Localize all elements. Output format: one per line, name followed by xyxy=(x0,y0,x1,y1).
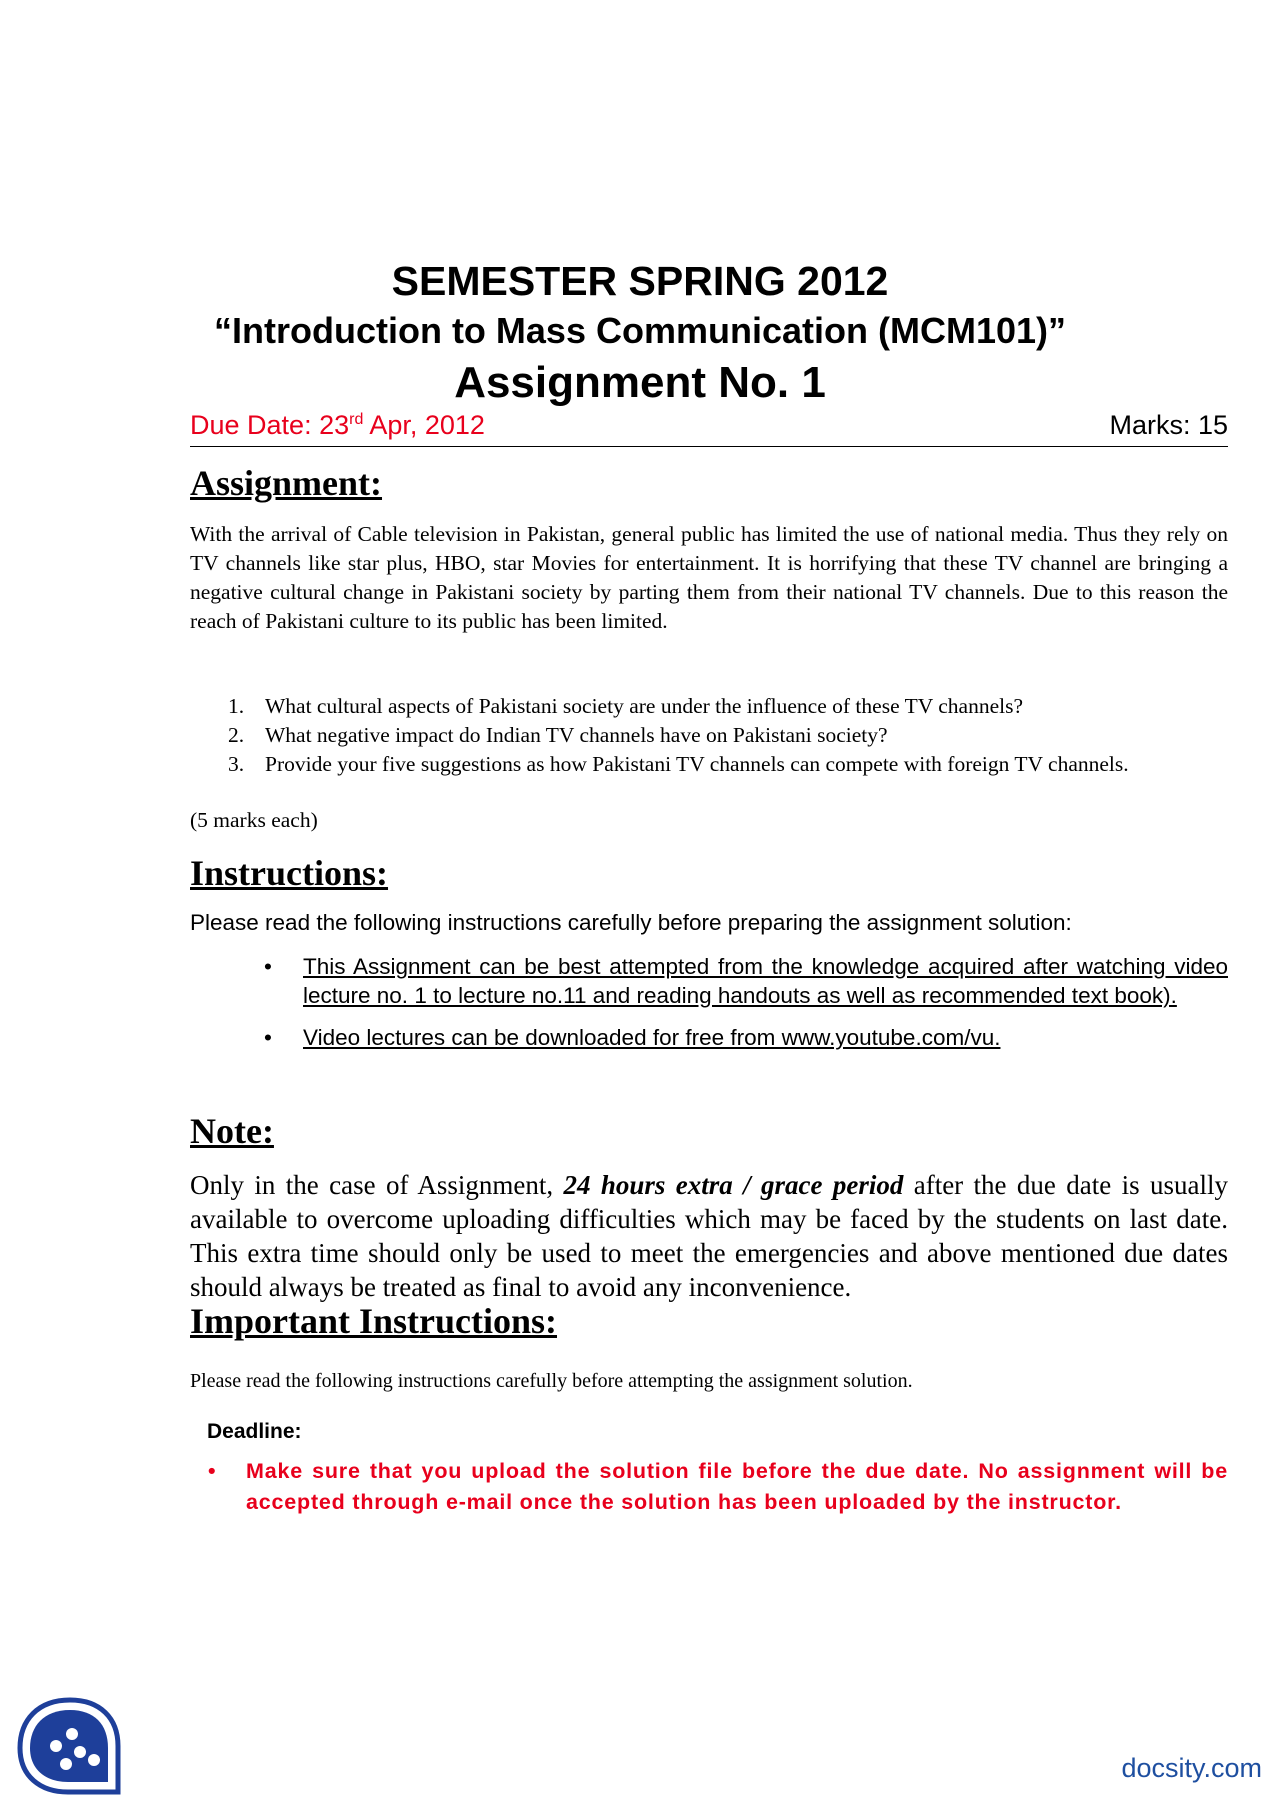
list-item: • Make sure that you upload the solution file before the due date. No assignment will be accepted through e-mail once the solution has been uploaded by the instructor. xyxy=(190,1456,1228,1518)
important-intro: Please read the following instructions carefully before attempting the assignment solution. xyxy=(190,1370,913,1392)
list-item: 2. What negative impact do Indian TV channels have on Pakistani society? xyxy=(228,723,888,747)
assignment-number: Assignment No. 1 xyxy=(454,358,826,407)
due-date-row xyxy=(190,410,1228,447)
assignment-heading: Assignment: xyxy=(190,463,383,503)
instructions-intro: Please read the following instructions carefully before preparing the assignment solution: xyxy=(190,910,1072,935)
total-marks: Marks: 15 xyxy=(1109,410,1228,440)
course-title: “Introduction to Mass Communication (MCM101)” xyxy=(213,310,1066,351)
important-instructions-heading: Important Instructions: xyxy=(190,1301,558,1341)
docsity-watermark[interactable]: docsity.com xyxy=(1121,1753,1262,1783)
deadline-label: Deadline: xyxy=(207,1420,302,1443)
instructions-list xyxy=(190,952,1228,1065)
deadline-list xyxy=(190,1456,1228,1518)
docsity-logo-icon xyxy=(14,1694,126,1798)
list-item: 3. Provide your five suggestions as how Pakistani TV channels can compete with foreign TV channels. xyxy=(228,752,1129,776)
bullet-icon: • xyxy=(264,1025,272,1050)
note-paragraph: Only in the case of Assignment, 24 hours extra / grace period after the due date is usually available to overcome uploading difficulties which may be faced by the students on last date. This extra time should only be used to meet the emergencies and above mentioned due dates should always be treated as final to avoid any inconvenience. xyxy=(190,1170,1228,1302)
semester-title: SEMESTER SPRING 2012 xyxy=(391,258,889,304)
grace-period-emphasis: 24 hours extra / grace period xyxy=(563,1170,904,1200)
due-date: Due Date: 23rd Apr, 2012 xyxy=(190,410,485,440)
instructions-heading: Instructions: xyxy=(190,853,389,893)
list-item: • Video lectures can be downloaded for free from www.youtube.com/vu. xyxy=(264,1025,1001,1050)
list-item: 1. What cultural aspects of Pakistani society are under the influence of these TV channels? xyxy=(228,694,1024,718)
bullet-icon: • xyxy=(208,1459,217,1483)
question-list xyxy=(190,692,1228,779)
assignment-paragraph: With the arrival of Cable television in Pakistan, general public has limited the use of national media. Thus they rely on TV channels like star plus, HBO, star Movies for entertainment. It is horrifying that these TV channel are bringing a negative cultural change in Pakistani society by parting them from their national TV channels. Due to this reason the reach of Pakistani culture to its public has been limited. xyxy=(190,522,1228,633)
note-heading: Note: xyxy=(190,1111,274,1151)
marks-each-note: (5 marks each) xyxy=(190,808,318,832)
list-item: • This Assignment can be best attempted from the knowledge acquired after watching video lecture no. 1 to lecture no.11 and reading handouts as well as recommended text book). xyxy=(264,954,1228,1008)
bullet-icon: • xyxy=(264,954,272,979)
